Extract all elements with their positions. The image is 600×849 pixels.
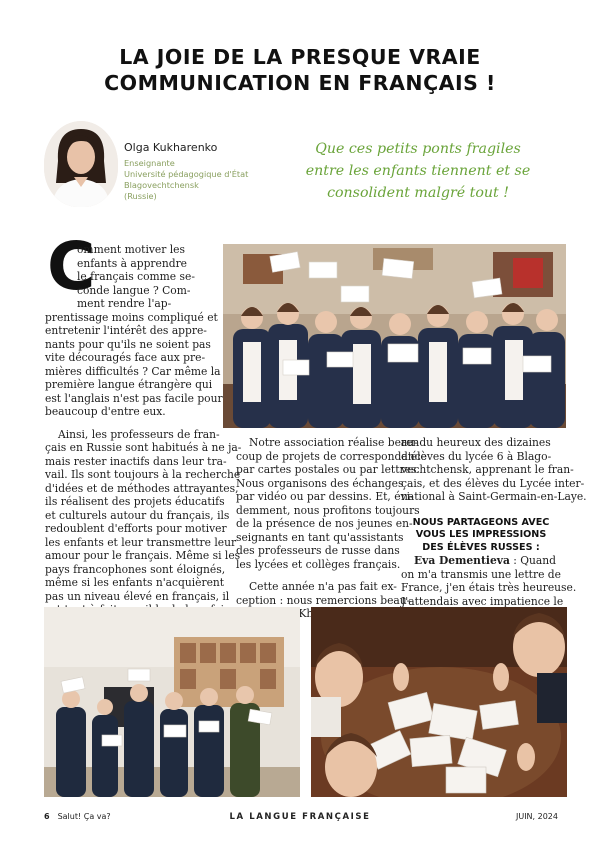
text-line: première langue étrangère qui [45, 378, 213, 391]
heading-line: DES ÉLÈVES RUSSES : [422, 541, 540, 553]
text-line: nants pour qu'ils ne soient pas [45, 337, 211, 351]
cadets-photo [44, 607, 300, 797]
text-line: les enfants et leur transmettre leur [45, 535, 237, 549]
testimony-text: : Quand [509, 554, 557, 567]
text-line: Notre association réalise beau- [249, 436, 418, 449]
quote-line: Que ces petits ponts fragiles [315, 141, 521, 157]
text-line: est l'anglais n'est pas facile pour [45, 391, 223, 405]
page-number: 6 [44, 812, 50, 821]
text-line: Cette année n'a pas fait ex- [249, 580, 397, 593]
text-line: le français comme se- [77, 270, 195, 283]
text-line: ils réalisent des projets éducatifs [45, 495, 225, 508]
text-line: amour pour le français. Même si les [45, 549, 241, 562]
text-line: pas un niveau élevé en français, il [45, 589, 230, 603]
text-line: omment motiver les [77, 243, 185, 256]
text-line: seignants en tant qu'assistants [236, 530, 404, 544]
column-3 [401, 436, 587, 608]
text-line: on m'a transmis une lettre de [401, 567, 561, 581]
text-line: J'attendais avec impatience le [401, 594, 564, 608]
text-line: France, j'en étais très heureuse. [401, 581, 577, 594]
issue-date: JUIN, 2024 [515, 812, 558, 821]
drop-cap: C [47, 228, 96, 305]
column-2 [236, 436, 427, 621]
text-line: redoublent d'efforts pour motiver [45, 522, 227, 535]
quote-line: entre les enfants tiennent et se [305, 163, 531, 179]
letters-on-table-photo [311, 607, 567, 797]
text-line: Nous organisons des échanges [236, 476, 404, 490]
text-line: demment, nous profitons toujours [236, 503, 420, 517]
pull-quote [286, 138, 550, 204]
article-title [40, 44, 560, 96]
text-line: prentissage moins compliqué et [45, 310, 218, 324]
text-line: de la présence de nos jeunes en- [236, 517, 413, 530]
author-info-line: Blagovechtchensk [124, 180, 199, 190]
text-line: çais en Russie sont habitués à ne ja- [45, 441, 242, 454]
author-info-line: (Russie) [124, 191, 157, 201]
section-heading [401, 517, 561, 555]
text-line: par cartes postales ou par lettres. [236, 463, 420, 476]
text-line: ment rendre l'ap- [77, 297, 172, 310]
text-line: d'idées et de méthodes attrayantes, [45, 481, 239, 495]
author-name: Olga Kukharenko [124, 141, 218, 154]
quote-line: consolident malgré tout ! [327, 185, 509, 201]
text-line: et culturels autour du français, ils [45, 508, 230, 522]
text-line: vail. Ils sont toujours à la recherche [45, 468, 241, 481]
author-info-line: Enseignante [124, 158, 175, 168]
author-info [124, 158, 274, 202]
text-line: les lycées et collèges français. [236, 557, 401, 571]
heading-line: NOUS PARTAGEONS AVEC [412, 516, 550, 528]
student-name: Eva Dementieva [414, 554, 510, 567]
text-line: mières difficultés ? Car même la [45, 364, 221, 378]
text-line: beaucoup d'entre eux. [45, 405, 166, 418]
text-line: mais rester inactifs dans leur tra- [45, 454, 227, 468]
author-info-line: Université pédagogique d'État [124, 169, 249, 179]
text-line: d'élèves du lycée 6 à Blago- [401, 449, 552, 463]
text-line: Ainsi, les professeurs de fran- [58, 427, 220, 441]
publication-name: LA LANGUE FRANÇAISE [229, 812, 371, 822]
text-line: pays francophones sont éloignés, [45, 562, 226, 576]
text-line: même si les enfants n'acquièrent [45, 576, 225, 589]
heading-line: VOUS LES IMPRESSIONS [415, 529, 547, 540]
text-line: coup de projets de correspondance [236, 449, 427, 463]
column-1 [45, 243, 242, 657]
testimony-first-line [401, 554, 561, 568]
title-line-2: COMMUNICATION EN FRANÇAIS ! [104, 71, 496, 95]
text-line: vite découragés face aux pre- [45, 351, 206, 364]
text-line: par vidéo ou par dessins. Et, évi- [236, 490, 414, 503]
text-line: national à Saint-Germain-en-Laye. [401, 490, 587, 503]
title-line-1: LA JOIE DE LA PRESQUE VRAIE [119, 45, 481, 69]
text-line: enfants à apprendre [77, 256, 188, 270]
text-line: des professeurs de russe dans [236, 544, 400, 557]
text-line: conde langue ? Com- [77, 283, 191, 297]
author-portrait [44, 121, 118, 207]
text-line: entretenir l'intérêt des appre- [45, 324, 207, 337]
text-line: ception : nous remercions beau- [236, 593, 411, 607]
text-line: çais, et des élèves du Lycée inter- [401, 476, 585, 490]
text-line: vechtchensk, apprenant le fran- [401, 463, 574, 476]
text-line: rendu heureux des dizaines [401, 436, 551, 449]
magazine-section: Salut! Ça va? [57, 812, 111, 821]
classroom-photo [223, 244, 566, 428]
